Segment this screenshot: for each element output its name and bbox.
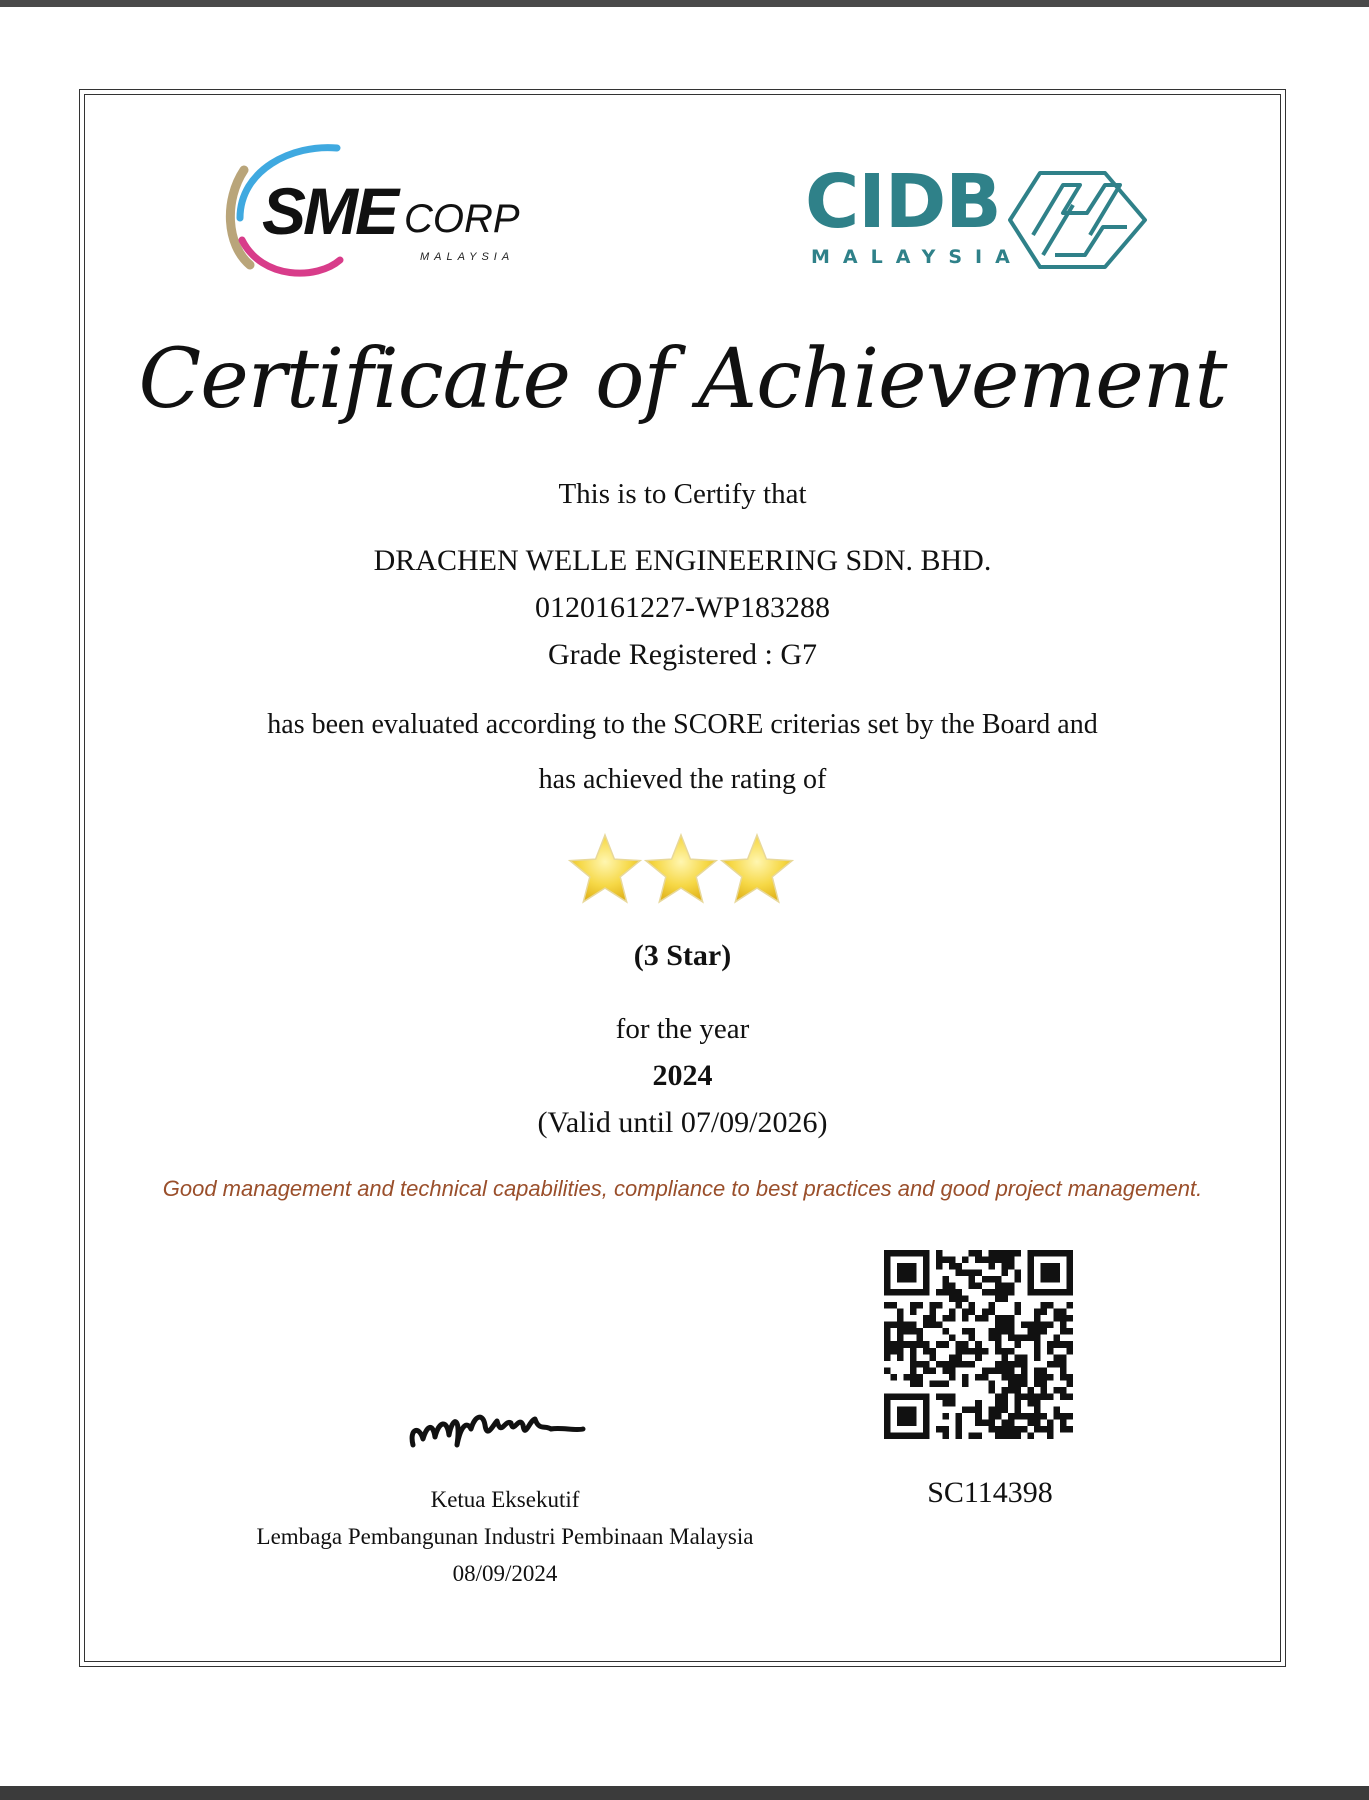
validity-date: (Valid until 07/09/2026) <box>537 1106 828 1139</box>
star-icon <box>646 835 716 902</box>
bottom-border-bar <box>0 1786 1369 1800</box>
sme-logo-country-text: MALAYSIA <box>420 251 515 263</box>
certificate-serial-number: SC114398 <box>927 1476 1053 1509</box>
signatory-organization: Lembaga Pembangunan Industri Pembinaan Malaysia <box>256 1524 754 1549</box>
star-rating <box>565 830 800 910</box>
rating-label: (3 Star) <box>633 939 732 972</box>
certificate-title: Certificate of Achievement <box>138 332 1227 427</box>
signature-image <box>405 1395 625 1455</box>
signatory-title: Ketua Eksekutif <box>430 1487 580 1512</box>
year-line: for the year <box>615 1013 750 1045</box>
certify-line: This is to Certify that <box>558 478 807 510</box>
cidb-logo-country-text: MALAYSIA <box>811 246 1023 268</box>
evaluation-line: has been evaluated according to the SCORE criterias set by the Board and <box>267 709 1098 740</box>
sme-logo-corp-text: CORP <box>404 197 520 241</box>
star-icon <box>722 835 792 902</box>
qr-code <box>884 1250 1073 1439</box>
star-icon <box>570 835 640 902</box>
sme-logo-text: SME <box>262 174 397 248</box>
registration-number: 0120161227-WP183288 <box>535 591 830 624</box>
achieved-line: has achieved the rating of <box>538 764 827 795</box>
certificate-year: 2024 <box>652 1059 713 1092</box>
signature-date: 08/09/2024 <box>452 1561 558 1586</box>
cidb-hexagon-icon <box>1010 173 1145 267</box>
top-border-bar <box>0 0 1369 7</box>
rating-remark: Good management and technical capabilities, compliance to best practices and good project management. <box>162 1176 1203 1201</box>
sme-corp-logo <box>222 140 562 285</box>
grade-registered: Grade Registered : G7 <box>547 638 818 671</box>
company-name: DRACHEN WELLE ENGINEERING SDN. BHD. <box>373 544 992 577</box>
cidb-logo <box>805 165 1150 275</box>
cidb-logo-text: CIDB <box>805 165 1001 245</box>
